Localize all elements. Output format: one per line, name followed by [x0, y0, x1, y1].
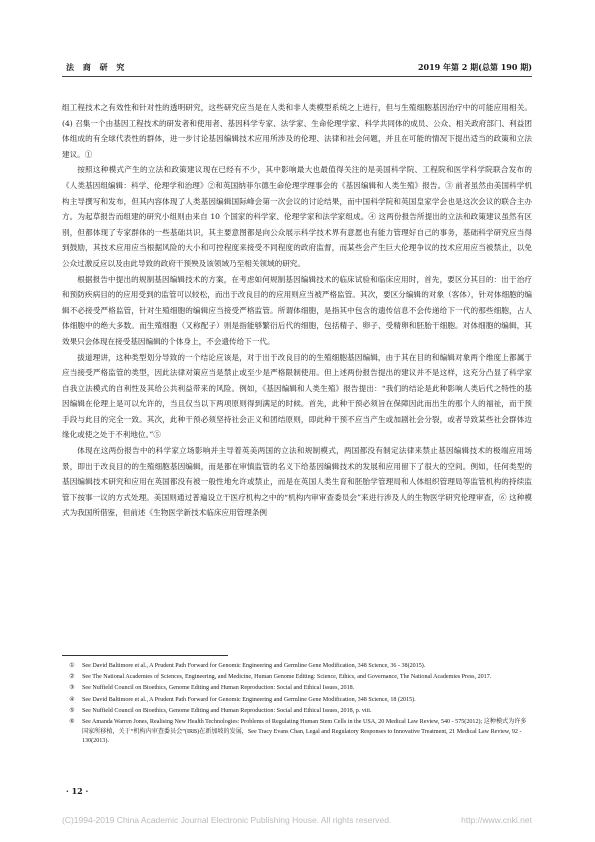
footnote-mark: ⑥ — [69, 718, 75, 725]
footnote — [62, 718, 532, 747]
footnote-text: See The National Academies of Sciences, Engineering, and Medicine, Human Genome Editing: Science, Ethics, and Governance, The National Academies Press, 2017. — [82, 674, 492, 681]
footnote — [62, 696, 532, 706]
body-paragraph-4: 拔道理讲，这种类型划分导致的一个结论应该是，对于出于改良目的的生殖细胞基因编辑，由于其在目的和编辑对象两个维度上都属于应当接受严格监管的类型，因此法律对策应当是禁止或至少是严格限制使用。但上述两份报告提出的建议并不是这样，这充分凸显了科学家自我立法模式的自利性及其给公共利益带来的风险。例如，《基因编辑和人类生殖》报告提出：“我们的结论是此种影响人类后代之特性的基因编辑在伦理上是可以允许的，当且仅当以下两项原则得到满足的时候。首先，此种干预必须旨在保障因此而出生的那个人的福祉，而干预手段与此目的完全一致。其次，此种干预必须坚持社会正义和团结原则，即此种干预不应当产生或加剧社会分裂，或者导致某些社会群体边缘化或使之处于不利地位。”⑤ — [62, 352, 532, 440]
body-paragraph-3: 根据报告中提出的规制基因编辑技术的方案，在考虑如何规制基因编辑技术的临床试验和临床应用时，首先，要区分其目的：出于治疗和预防疾病目的的应用受到的监管可以较松，而出于改良目的的应用则应当被严格监管。其次，要区分编辑的对象（客体），针对体细胞的编辑不必接受严格监管，针对生殖细胞的编辑应当接受严格监管。所谓体细胞，是指其中包含的遗传信息不会传递给下一代的那些细胞，占人体细胞中的绝大多数。而生殖细胞（又称配子）则是指能够繁衍后代的细胞，包括精子、卵子、受精卵和胚胎干细胞。对体细胞的编辑，其效果只会体现在接受基因编辑的个体身上，不会遗传给下一代。 — [62, 274, 532, 346]
issue-info: 2019 年第 2 期(总第 190 期) — [417, 62, 532, 72]
footnote-text: See Nuffield Council on Bioethics, Genome Editing and Human Reproduction: Social and Ethical Issues, 2018. — [82, 685, 355, 692]
footnote — [62, 684, 532, 694]
footnote-mark: ④ — [69, 696, 75, 703]
body-paragraph-1: 组工程技术之有效性和针对性的透明研究，这些研究应当是在人类和非人类模型系统之上进行，但与生殖细胞基因治疗中的可能应用相关。(4) 召集一个由基因工程技术的研发者和使用者、基因科学专家、法学家、生命伦理学家、科学共同体的成员、公众、相关政府部门、利益团体组成的有全球代表性的群体，进一步讨论基因编辑技术应用所涉及的伦理、法律和社会问题，并且在可能的情况下提出适当的政策和立法建议。① — [62, 103, 532, 159]
footnote-mark: ② — [69, 674, 75, 681]
copyright-footer — [62, 815, 532, 825]
copyright-notice: (C)1994-2019 China Academic Journal Electronic Publishing House. All rights reserved. — [62, 815, 392, 825]
footnote-text: See Nuffield Council on Bioethics, Genome Editing and Human Reproduction: Social and Ethical Issues, 2018, p. viii. — [82, 707, 372, 714]
header-rule — [62, 76, 532, 77]
footnote-rule — [62, 655, 228, 656]
footnote — [62, 707, 532, 717]
footnote-text: See David Baltimore et al., A Prudent Path Forward for Genomic Engineering and Germline Gene Modification, 348 Science, 18 (2015). — [82, 696, 416, 703]
journal-name: 法 商 研 究 — [66, 62, 128, 72]
footnote-mark: ① — [69, 663, 75, 669]
footnote-text: See David Baltimore et al., A Prudent Path Forward for Genomic Engineering and Germline Gene Modification, 348 Science, 36 - 38(2015). — [82, 663, 426, 669]
footnotes — [62, 662, 532, 748]
body-paragraph-2: 按照这种模式产生的立法和政策建议现在已经有不少，其中影响最大也最值得关注的是美国科学院、工程院和医学科学院联合发布的《人类基因组编辑：科学、伦理学和治理》②和英国纳菲尔德生命伦理学理事会的《基因编辑和人类生殖》报告。③ 前者虽然由美国科学机构主导撰写和发布，但其内容体现了人类基因编辑国际峰会第一次会议的讨论结果，而中国科学院和英国皇家学会也是这次会议的联合主办方。为起草报告而组建的研究小组则由来自 10 个国家的科学家、伦理学家和法学家组成。④ 这两份报告所提出的立法和政策建议虽然有区别，但都体现了专家群体的一些基础共识，其主要意图都是向公众展示科学技术界有意愿也有能力管理好自己的事务，基础科学研究应当得到鼓励，其技术应用应当根据风险的大小和可控程度来接受不同程度的政府监督，而某些会产生巨大伦理争议的技术应用应当被禁止，以免公众过激反应以及由此导致的政府干预殃及该领域乃至相关领域的研究。 — [62, 165, 532, 268]
footnote-mark: ⑤ — [69, 707, 75, 714]
footnote-text: See Amanda Warren Jones, Realising New Health Technologies: Problems of Regulating Human Stem Cells in the USA, 20 Medical Law Review, 540 - 575(2012); 这种模式为许多国家所移植，关于“机构内审查委员会”(IRB)在新加坡的发展，See Tracy Evans Chan, Legal and Regulatory Responses to Innovative Treatment, 21 Medical Law Review, 92 - 130(2013). — [82, 718, 527, 745]
footnote — [62, 662, 532, 672]
article-body — [62, 100, 532, 521]
footnote — [62, 673, 532, 683]
body-paragraph-5: 体现在这两份报告中的科学家立场影响并主导着英美两国的立法和规制模式，两国都没有制定法律来禁止基因编辑技术的极端应用场景，即出于改良目的的生殖细胞基因编辑，而是都在审慎监管的名义下给基因编辑技术的发展和应用留下了很大的空间。例如，任何类型的基因编辑技术研究和应用在英国都没有被一般性地允许或禁止，而是在英国人类生育和胚胎学管理局和人体组织管理局等监管机构的持续监管下按事一议的方式处理。美国则通过普遍设立于医疗机构之中的“机构内审审查委员会”来进行涉及人的生物医学研究伦理审查，⑥ 这种模式为我国所借鉴，但前述《生物医学新技术临床应用管理条例 — [62, 446, 532, 518]
page-number: · 12 · — [66, 786, 89, 796]
footnote-mark: ③ — [69, 685, 75, 692]
running-header — [66, 62, 532, 73]
cnki-link[interactable]: http://www.cnki.net — [461, 815, 532, 825]
